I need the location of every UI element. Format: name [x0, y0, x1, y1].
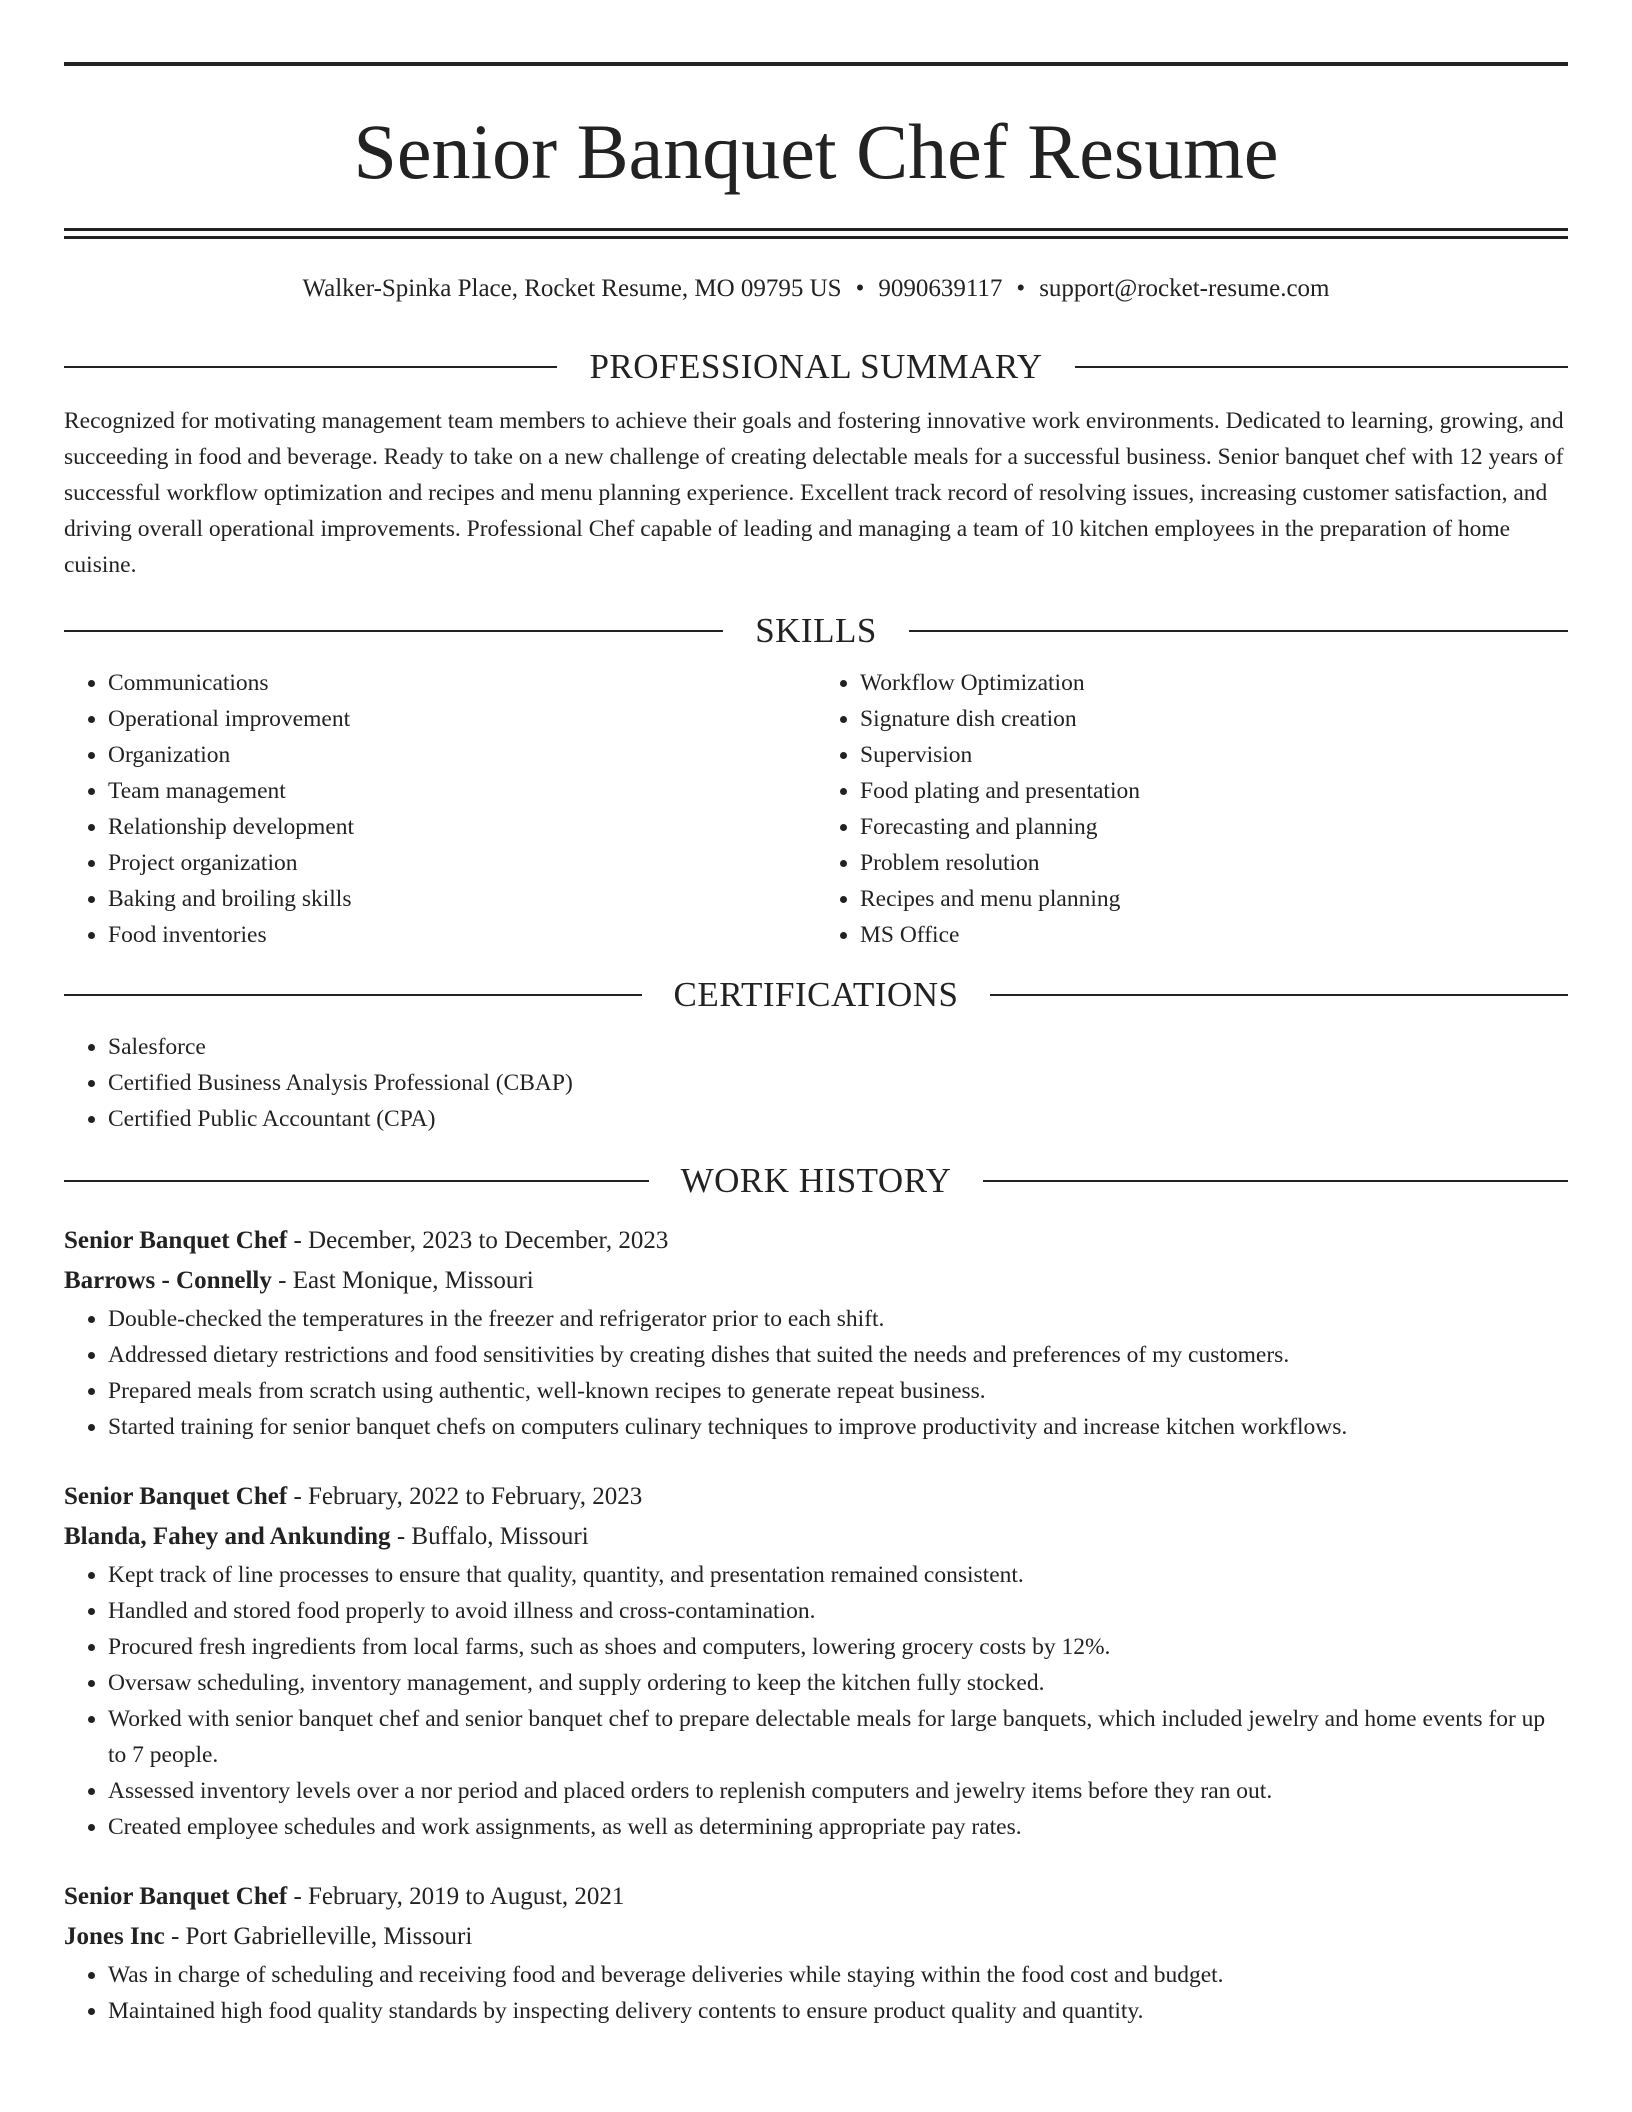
job-duty-item: • Worked with senior banquet chef and senior banquet chef to prepare delectable meals for large banquets, which included jewelry and home events for up to 7 people. [108, 1701, 1568, 1773]
contact-phone: 9090639117 [878, 275, 1003, 302]
skill-item: • Signature dish creation [860, 701, 1568, 737]
skill-item: • Supervision [860, 737, 1568, 773]
contact-separator: • [855, 275, 865, 302]
job-duty-item: • Prepared meals from scratch using authentic, well-known recipes to generate repeat business. [108, 1373, 1568, 1409]
skill-item: • Forecasting and planning [860, 809, 1568, 845]
skill-item: • Organization [108, 737, 816, 773]
contact-line [64, 271, 1568, 307]
job-company: Barrows - Connelly [64, 1267, 272, 1294]
skill-item: • Relationship development [108, 809, 816, 845]
certification-item: • Salesforce [108, 1029, 1568, 1065]
job-dates: - February, 2019 to August, 2021 [287, 1883, 625, 1910]
job-location: - Port Gabrielleville, Missouri [164, 1923, 473, 1950]
skill-item: • Food plating and presentation [860, 773, 1568, 809]
job-location: - Buffalo, Missouri [390, 1523, 589, 1550]
job-duty-item: • Maintained high food quality standards by inspecting delivery contents to ensure product quality and quantity. [108, 1993, 1568, 2029]
resume-title: Senior Banquet Chef Resume [353, 108, 1279, 195]
job-duty-item: • Oversaw scheduling, inventory management, and supply ordering to keep the kitchen fully stocked. [108, 1665, 1568, 1701]
job-duty-item: • Started training for senior banquet chefs on computers culinary techniques to improve productivity and increase kitchen workflows. [108, 1409, 1568, 1445]
skill-item: • Workflow Optimization [860, 665, 1568, 701]
heading-rule [990, 994, 1568, 996]
job-entry [64, 1477, 1568, 1845]
job-role-line [64, 1877, 1568, 1917]
skill-item: • Baking and broiling skills [108, 881, 816, 917]
heading-rule [983, 1180, 1568, 1182]
job-duties-list [64, 1957, 1568, 2029]
job-role: Senior Banquet Chef [64, 1227, 288, 1254]
skill-item: • Project organization [108, 845, 816, 881]
skills-section-heading [64, 609, 1568, 653]
job-company-line [64, 1517, 1568, 1557]
job-duty-item: • Kept track of line processes to ensure that quality, quantity, and presentation remained consistent. [108, 1557, 1568, 1593]
heading-rule [64, 1180, 649, 1182]
job-duty-item: • Handled and stored food properly to avoid illness and cross-contamination. [108, 1593, 1568, 1629]
skills-grid [64, 665, 1568, 953]
heading-rule [64, 366, 557, 368]
job-role-line [64, 1221, 1568, 1261]
skill-item: • Recipes and menu planning [860, 881, 1568, 917]
skills-list-left [64, 665, 816, 953]
job-duties-list [64, 1557, 1568, 1845]
contact-separator: • [1016, 275, 1026, 302]
job-dates: - December, 2023 to December, 2023 [287, 1227, 669, 1254]
job-duty-item: • Assessed inventory levels over a nor period and placed orders to replenish computers and jewelry items before they ran out. [108, 1773, 1568, 1809]
skills-list-right [816, 665, 1568, 953]
job-entry [64, 1221, 1568, 1445]
job-dates: - February, 2022 to February, 2023 [287, 1483, 643, 1510]
job-company: Jones Inc [64, 1923, 165, 1950]
summary-text: Recognized for motivating management team members to achieve their goals and fostering innovative work environments. Dedicated to learning, growing, and succeeding in food and beverage. Ready to take on a new challenge of creating delectable meals for a successful business. Senior banquet chef with 12 years of successful workflow optimization and recipes and menu planning experience. Excellent track record of resolving issues, increasing customer satisfaction, and driving overall operational improvements. Professional Chef capable of leading and managing a team of 10 kitchen employees in the preparation of home cuisine. [64, 408, 1564, 578]
job-role: Senior Banquet Chef [64, 1483, 288, 1510]
heading-rule [64, 630, 723, 632]
heading-rule [1075, 366, 1568, 368]
job-duty-item: • Double-checked the temperatures in the freezer and refrigerator prior to each shift. [108, 1301, 1568, 1337]
job-duties-list [64, 1301, 1568, 1445]
certifications-list [64, 1029, 1568, 1137]
heading-rule [64, 994, 642, 996]
contact-email: support@rocket-resume.com [1039, 275, 1330, 302]
job-entry [64, 1877, 1568, 2029]
job-location: - East Monique, Missouri [271, 1267, 534, 1294]
skill-item: • Operational improvement [108, 701, 816, 737]
heading-rule [909, 630, 1568, 632]
job-company-line [64, 1261, 1568, 1301]
work-history-section-heading [64, 1159, 1568, 1203]
certifications-section-heading [64, 973, 1568, 1017]
job-role: Senior Banquet Chef [64, 1883, 288, 1910]
job-duty-item: • Procured fresh ingredients from local farms, such as shoes and computers, lowering grocery costs by 12%. [108, 1629, 1568, 1665]
skill-item: • Problem resolution [860, 845, 1568, 881]
job-company-line [64, 1917, 1568, 1957]
certification-item: • Certified Business Analysis Professional (CBAP) [108, 1065, 1568, 1101]
title-double-rule [64, 228, 1568, 239]
work-history-heading-label: WORK HISTORY [680, 1161, 952, 1200]
summary-heading-label: PROFESSIONAL SUMMARY [589, 347, 1043, 386]
job-company: Blanda, Fahey and Ankunding [64, 1523, 391, 1550]
job-role-line [64, 1477, 1568, 1517]
certification-item: • Certified Public Accountant (CPA) [108, 1101, 1568, 1137]
skill-item: • Team management [108, 773, 816, 809]
skill-item: • Communications [108, 665, 816, 701]
job-duty-item: • Was in charge of scheduling and receiving food and beverage deliveries while staying within the food cost and budget. [108, 1957, 1568, 1993]
skill-item: • MS Office [860, 917, 1568, 953]
skills-heading-label: SKILLS [755, 611, 877, 650]
job-duty-item: • Addressed dietary restrictions and food sensitivities by creating dishes that suited the needs and preferences of my customers. [108, 1337, 1568, 1373]
summary-section-heading [64, 345, 1568, 389]
certifications-heading-label: CERTIFICATIONS [673, 975, 959, 1014]
job-duty-item: • Created employee schedules and work assignments, as well as determining appropriate pay rates. [108, 1809, 1568, 1845]
contact-address: Walker-Spinka Place, Rocket Resume, MO 09795 US [302, 275, 842, 302]
skill-item: • Food inventories [108, 917, 816, 953]
